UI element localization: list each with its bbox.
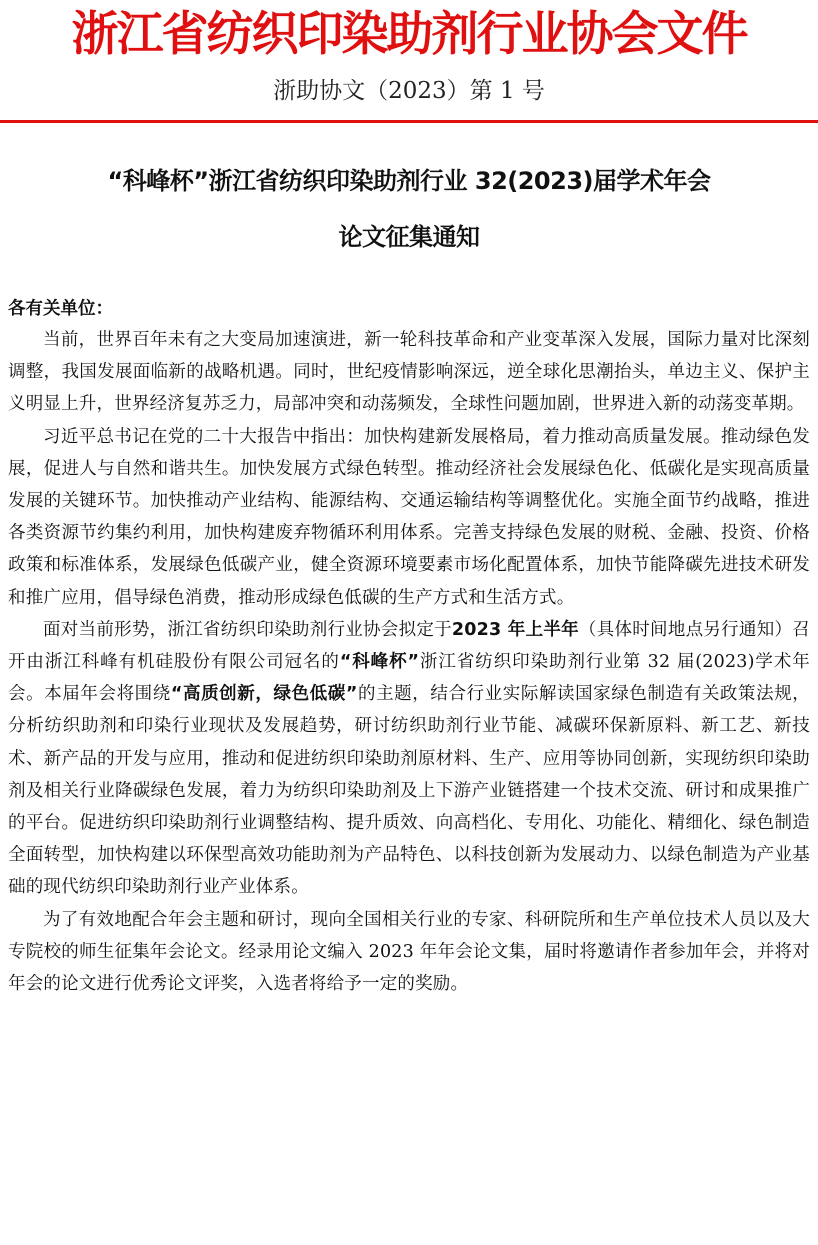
paragraph-3-text-c: 浙江省纺织印染助剂行业第 32 届(2023)学术年会。本届年会将围绕 <box>8 652 810 705</box>
paragraph-3-text-a: 面对当前形势，浙江省纺织印染助剂行业协会拟定于 <box>43 619 452 640</box>
org-masthead-title: 浙江省纺织印染助剂行业协会文件 <box>71 7 747 62</box>
paragraph-2: 习近平总书记在党的二十大报告中指出：加快构建新发展格局，着力推动高质量发展。推动绿色发展，促进人与自然和谐共生。加快发展方式绿色转型。推动经济社会发展绿色化、低碳化是实现高质量发展的关键环节。加快推动产业结构、能源结构、交通运输结构等调整优化。实施全面节约战略，推进各类资源节约集约利用，加快构建废弃物循环利用体系。完善支持绿色发展的财税、金融、投资、价格政策和标准体系，发展绿色低碳产业，健全资源环境要素市场化配置体系，加快节能降碳先进技术研发和推广应用，倡导绿色消费，推动形成绿色低碳的生产方式和生活方式。 <box>8 426 810 608</box>
document-number: 浙助协文（2023）第 1 号 <box>273 78 545 104</box>
notice-title-line1: “科峰杯”浙江省纺织印染助剂行业 32(2023)届学术年会 <box>107 167 711 195</box>
red-divider <box>0 120 818 123</box>
paragraph-3-text-b: （具体时间地点另行通知）召开由浙江科峰有机硅股份有限公司冠名的 <box>8 619 810 673</box>
paragraph-3-bold-theme: “高质创新，绿色低碳” <box>170 684 358 705</box>
salutation: 各有关单位： <box>8 299 113 319</box>
paragraph-3 <box>8 614 810 904</box>
paragraph-3-text-d: 的主题，结合行业实际解读国家绿色制造有关政策法规，分析纺织助剂和印染行业现状及发展趋势，研讨纺织助剂行业节能、减碳环保新原料、新工艺、新技术、新产品的开发与应用，推动和促进纺织印染助剂原材料、生产、应用等协同创新，实现纺织印染助剂及相关行业降碳绿色发展，着力为纺织印染助剂及上下游产业链搭建一个技术交流、研讨和成果推广的平台。促进纺织印染助剂行业调整结构、提升质效、向高档化、专用化、功能化、精细化、绿色制造全面转型，加快构建以环保型高效功能助剂为产品特色、以科技创新为发展动力、以绿色制造为产业基础的现代纺织印染助剂行业产业体系。 <box>8 684 811 898</box>
paragraph-4: 为了有效地配合年会主题和研讨，现向全国相关行业的专家、科研院所和生产单位技术人员以及大专院校的师生征集年会论文。经录用论文编入 2023 年年会论文集，届时将邀请作者参加年会，并将对年会的论文进行优秀论文评奖，入选者将给予一定的奖励。 <box>8 909 810 995</box>
paragraph-1: 当前，世界百年未有之大变局加速演进，新一轮科技革命和产业变革深入发展，国际力量对比深刻调整，我国发展面临新的战略机遇。同时，世纪疫情影响深远，逆全球化思潮抬头，单边主义、保护主义明显上升，世界经济复苏乏力，局部冲突和动荡频发，全球性问题加剧，世界进入新的动荡变革期。 <box>8 330 810 415</box>
notice-title-line2: 论文征集通知 <box>338 223 480 251</box>
paragraph-3-bold-cup: “科峰杯” <box>339 652 420 673</box>
paragraph-3-bold-date: 2023 年上半年 <box>451 619 579 640</box>
